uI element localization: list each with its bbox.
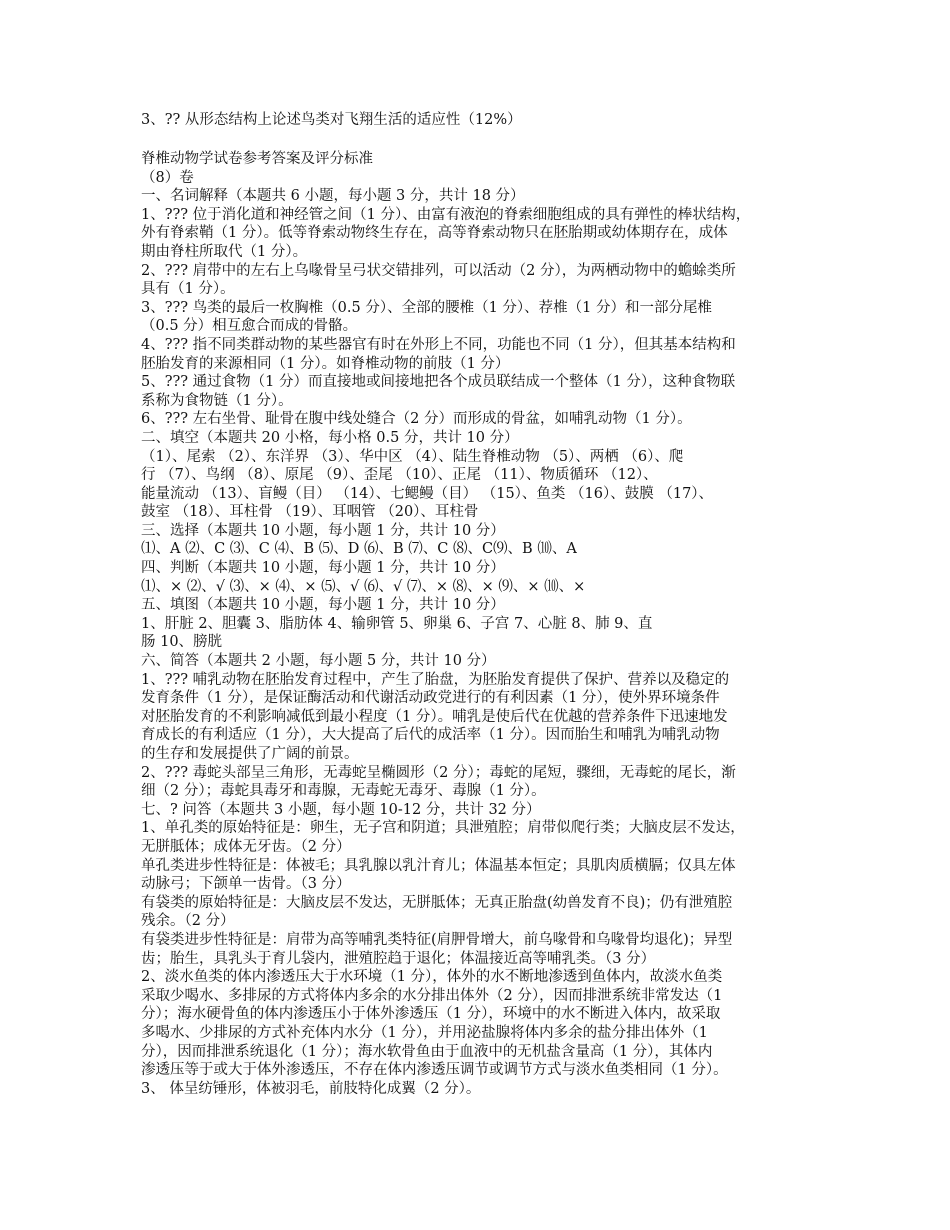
text-line: 齿；胎生，具乳头于育儿袋内，泄殖腔趋于退化；体温接近高等哺乳类。（3 分） [141, 950, 656, 967]
text-line: 二、填空（本题共 20 小格，每小格 0.5 分，共计 10 分） [141, 429, 519, 446]
text-line: 2、??? 毒蛇头部呈三角形，无毒蛇呈椭圆形（2 分）；毒蛇的尾短，骤细，无毒蛇的尾长，渐 [141, 764, 736, 781]
text-line: 1、??? 哺乳动物在胚胎发育过程中，产生了胎盘，为胚胎发育提供了保护、营养以及稳定的 [141, 671, 730, 688]
text-line: 的生存和发展提供了广阔的前景。 [141, 746, 359, 762]
text-line: 2、??? 肩带中的左右上乌喙骨呈弓状交错排列，可以活动（2 分），为两栖动物中的蟾蜍类所 [141, 262, 736, 279]
text-line: （0.5 分）相互愈合而成的骨骼。 [141, 318, 358, 335]
text-line: 1、肝脏 2、胆囊 3、脂肪体 4、输卵管 5、卵巢 6、子宫 7、心脏 8、肺 9、直 [141, 615, 653, 632]
text-line: 2、淡水鱼类的体内渗透压大于水环境（1 分），体外的水不断地渗透到鱼体内，故淡水鱼类 [141, 969, 723, 986]
text-line: ⑴、× ⑵、√ ⑶、× ⑷、× ⑸、√ ⑹、√ ⑺、× ⑻、× ⑼、× ⑽、× [141, 578, 586, 595]
text-line: 动脉弓；下颌单一齿骨。（3 分） [141, 876, 351, 893]
text-line: 胚胎发育的来源相同（1 分）。如脊椎动物的前肢（1 分） [141, 355, 510, 372]
text-line: 七、? 问答（本题共 3 小题，每小题 10-12 分，共计 32 分） [141, 801, 541, 818]
text-line: 采取少喝水、多排尿的方式将体内多余的水分排出体外（2 分），因而排泄系统非常发达（1 [141, 987, 723, 1004]
text-line: （8）卷 [141, 169, 194, 186]
text-line: 发育条件（1 分），是保证酶活动和代谢活动政党进行的有利因素（1 分），使外界环境条件 [141, 690, 720, 707]
text-line: 一、名词解释（本题共 6 小题，每小题 3 分，共计 18 分） [141, 188, 525, 205]
text-line: 具有（1 分）。 [141, 281, 235, 298]
text-line: 细（2 分）；毒蛇具毒牙和毒腺，无毒蛇无毒牙、毒腺（1 分）。 [141, 783, 546, 800]
text-line: 六、简答（本题共 2 小题，每小题 5 分，共计 10 分） [141, 653, 496, 670]
text-line: 单孔类进步性特征是：体被毛；具乳腺以乳汁育儿；体温基本恒定；具肌肉质横膈；仅具左体 [141, 857, 736, 874]
text-line: 无胼胝体；成体无牙齿。（2 分） [141, 838, 351, 855]
text-line: 四、判断（本题共 10 小题，每小题 1 分，共计 10 分） [141, 560, 505, 577]
text-line: 对胚胎发育的不利影响减低到最小程度（1 分）。哺乳是使后代在优越的营养条件下迅速地发 [141, 708, 728, 725]
text-line: 能量流动 （13）、盲鳗（目） （14）、七鳃鳗（目） （15）、鱼类 （16）、鼓膜 （17）、 [141, 485, 714, 502]
text-line: 残余。（2 分） [141, 913, 235, 930]
text-line: 3、 体呈纺锤形，体被羽毛，前肢特化成翼（2 分）。 [141, 1080, 481, 1097]
text-line: 多喝水、少排尿的方式补充体内水分（1 分），并用泌盐腺将体内多余的盐分排出体外（1 [141, 1024, 708, 1041]
text-line: 分）；海水硬骨鱼的体内渗透压小于体外渗透压（1 分），环境中的水不断进入体内，故采取 [141, 1006, 721, 1023]
text-line: 5、??? 通过食物（1 分）而直接地或间接地把各个成员联结成一个整体（1 分），这种食物联 [141, 374, 736, 391]
text-line: 肠 10、膀胱 [141, 634, 223, 651]
text-line: （1）、尾索 （2）、东洋界 （3）、华中区 （4）、陆生脊椎动物 （5）、两栖 （6）、爬 [141, 448, 684, 465]
text-line: 有袋类的原始特征是：大脑皮层不发达，无胼胝体；无真正胎盘(幼兽发育不良)；仍有泄殖腔 [141, 894, 733, 911]
text-line: 3、??? 鸟类的最后一枚胸椎（0.5 分）、全部的腰椎（1 分）、荐椎（1 分）和一部分尾椎 [141, 299, 712, 316]
text-line: 系称为食物链（1 分）。 [141, 392, 293, 409]
text-line: 三、选择（本题共 10 小题，每小题 1 分，共计 10 分） [141, 522, 505, 539]
question-header: 3、?? 从形态结构上论述鸟类对飞翔生活的适应性（12%） [141, 112, 522, 128]
text-line: 6、??? 左右坐骨、耻骨在腹中线处缝合（2 分）而形成的骨盆，如哺乳动物（1 分）。 [141, 411, 692, 428]
text-line: 分），因而排泄系统退化（1 分）；海水软骨鱼由于血液中的无机盐含量高（1 分），其体内 [141, 1043, 713, 1060]
text-line: 1、??? 位于消化道和神经管之间（1 分）、由富有液泡的脊索细胞组成的具有弹性的棒状结构， [141, 206, 751, 223]
answer-key-body [141, 150, 821, 1098]
text-line: 有袋类进步性特征是：肩带为高等哺乳类特征(肩胛骨增大，前乌喙骨和乌喙骨均退化)；异型 [141, 931, 733, 948]
text-line: 脊椎动物学试卷参考答案及评分标准 [141, 151, 373, 167]
text-line: 1、单孔类的原始特征是：卵生，无子宫和阴道；具泄殖腔；肩带似爬行类；大脑皮层不发达， [141, 820, 745, 837]
text-line: 育成长的有利适应（1 分），大大提高了后代的成活率（1 分）。因而胎生和哺乳为哺乳动物 [141, 727, 720, 744]
text-line: ⑴、A ⑵、C ⑶、C ⑷、B ⑸、D ⑹、B ⑺、C ⑻、C⑼、B ⑽、A [141, 541, 577, 558]
text-line: 行 （7）、鸟纲 （8）、原尾 （9）、歪尾 （10）、正尾 （11）、物质循环 （12）、 [141, 467, 658, 484]
text-line: 外有脊索鞘（1 分）。低等脊索动物终生存在，高等脊索动物只在胚胎期或幼体期存在，成体 [141, 225, 728, 242]
text-line: 渗透压等于或大于体外渗透压，不存在体内渗透压调节或调节方式与淡水鱼类相同（1 分）。 [141, 1062, 728, 1079]
text-line: 鼓室 （18）、耳柱骨 （19）、耳咽管 （20）、耳柱骨 [141, 504, 479, 521]
text-line: 五、填图（本题共 10 小题，每小题 1 分，共计 10 分） [141, 597, 505, 614]
text-line: 4、??? 指不同类群动物的某些器官有时在外形上不同，功能也不同（1 分），但其基本结构和 [141, 336, 736, 353]
text-line: 期由脊柱所取代（1 分）。 [141, 243, 308, 260]
